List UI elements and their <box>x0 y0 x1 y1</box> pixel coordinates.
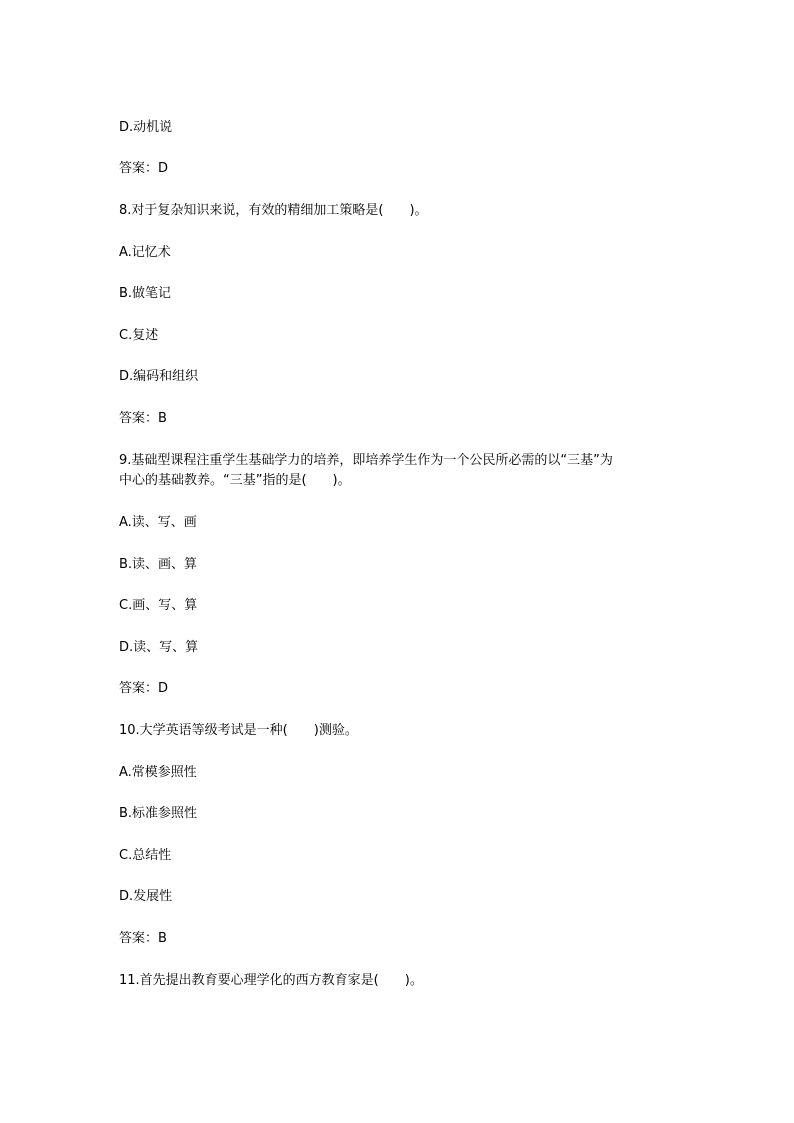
q10-option-c: C.总结性 <box>119 848 172 863</box>
q10-option-a: A.常模参照性 <box>119 765 197 780</box>
q8-question: 8.对于复杂知识来说，有效的精细加工策略是( )。 <box>119 203 428 218</box>
q8-option-a: A.记忆术 <box>119 245 171 260</box>
q8-answer: 答案：B <box>119 411 167 426</box>
q9-question-line2: 中心的基础教养。“三基”指的是( )。 <box>119 473 351 488</box>
q9-option-d: D.读、写、算 <box>119 640 199 655</box>
q10-option-d: D.发展性 <box>119 889 173 904</box>
q7-answer: 答案：D <box>119 161 169 176</box>
q10-answer: 答案：B <box>119 931 167 946</box>
q10-option-b: B.标准参照性 <box>119 806 198 821</box>
q10-question: 10.大学英语等级考试是一种( )测验。 <box>119 723 358 738</box>
q9-option-c: C.画、写、算 <box>119 598 198 613</box>
q8-option-d: D.编码和组织 <box>119 369 199 384</box>
q8-option-b: B.做笔记 <box>119 286 172 301</box>
q8-option-c: C.复述 <box>119 328 159 343</box>
q7-option-d: D.动机说 <box>119 120 173 135</box>
q9-option-b: B.读、画、算 <box>119 557 198 572</box>
q9-question-line1: 9.基础型课程注重学生基础学力的培养，即培养学生作为一个公民所必需的以“三基”为 <box>119 453 613 468</box>
q9-option-a: A.读、写、画 <box>119 515 197 530</box>
q9-answer: 答案：D <box>119 681 169 696</box>
q11-question: 11.首先提出教育要心理学化的西方教育家是( )。 <box>119 973 423 988</box>
